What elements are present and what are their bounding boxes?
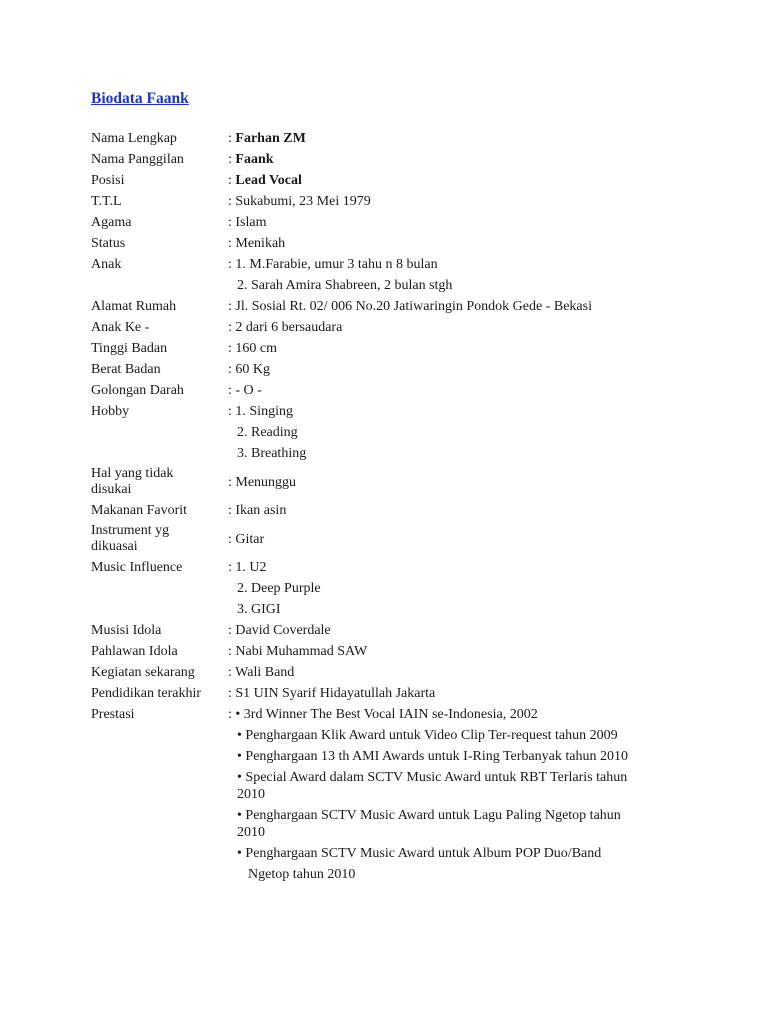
row-kegiatan: Kegiatan sekarang : Wali Band: [91, 665, 295, 680]
row-posisi: Posisi : Lead Vocal: [91, 173, 302, 188]
row-prestasi: Prestasi : • 3rd Winner The Best Vocal IAIN se-Indonesia, 2002 • Penghargaan Klik Award untuk Video Clip Ter-request tahun 2009 • Penghargaan 13 th AMI Awards untuk I-Ring Terbanyak tahun 2010 • Special Award dalam SCTV Music Award untuk RBT Terlaris tahun 2010 • Penghargaan SCTV Music Award untuk Lagu Paling Ngetop tahun 2010 • Penghargaan SCTV Music Award untuk Album POP Duo/Band Ngetop tahun 2010: [91, 706, 691, 883]
row-musisi-idola: Musisi Idola : David Coverdale: [91, 623, 331, 638]
label-tidak-disukai-line1: Hal yang tidak: [91, 466, 174, 481]
value-tidak-disukai: Menunggu: [235, 474, 297, 490]
label-prestasi: Prestasi: [91, 707, 135, 722]
label-makanan: Makanan Favorit: [91, 503, 188, 518]
row-ttl: T.T.L : Sukabumi, 23 Mei 1979: [91, 194, 371, 209]
label-posisi: Posisi: [91, 173, 125, 188]
value-prestasi-album-1: • Penghargaan SCTV Music Award untuk Album POP Duo/Band: [237, 846, 602, 861]
value-music-influence-2: 2. Deep Purple: [237, 581, 321, 596]
value-music-influence-1: 1. U2: [235, 560, 267, 575]
label-anak-ke: Anak Ke -: [91, 320, 150, 335]
value-hobby-1: 1. Singing: [235, 404, 293, 419]
value-pahlawan-idola: Nabi Muhammad SAW: [235, 644, 368, 659]
label-nama-lengkap: Nama Lengkap: [91, 131, 177, 146]
label-kegiatan: Kegiatan sekarang: [91, 665, 195, 680]
row-agama: Agama : Islam: [91, 215, 267, 230]
value-nama-lengkap: Farhan ZM: [235, 131, 306, 146]
row-status: Status : Menikah: [91, 236, 286, 251]
label-musisi-idola: Musisi Idola: [91, 623, 162, 638]
value-anak-ke: 2 dari 6 bersaudara: [235, 320, 343, 335]
value-musisi-idola: David Coverdale: [235, 623, 331, 638]
value-hobby-2: 2. Reading: [237, 425, 298, 440]
value-golongan-darah: - O -: [235, 383, 262, 398]
value-prestasi-2: • Penghargaan Klik Award untuk Video Clip Ter-request tahun 2009: [237, 728, 618, 743]
label-agama: Agama: [91, 215, 132, 230]
value-nama-panggilan: Faank: [235, 152, 274, 167]
value-instrument: Gitar: [235, 531, 265, 547]
value-anak-2: 2. Sarah Amira Shabreen, 2 bulan stgh: [237, 278, 453, 293]
value-posisi: Lead Vocal: [235, 173, 302, 188]
value-berat: 60 Kg: [235, 362, 271, 377]
label-tidak-disukai: [91, 466, 228, 498]
label-golongan-darah: Golongan Darah: [91, 383, 184, 398]
value-prestasi-3: • Penghargaan 13 th AMI Awards untuk I-Ring Terbanyak tahun 2010: [237, 749, 628, 764]
value-prestasi-special-1: • Special Award dalam SCTV Music Award untuk RBT Terlaris tahun: [237, 770, 628, 785]
value-anak-1: 1. M.Farabie, umur 3 tahu n 8 bulan: [235, 257, 438, 272]
value-tinggi: 160 cm: [235, 341, 277, 356]
row-nama-lengkap: Nama Lengkap : Farhan ZM: [91, 131, 306, 146]
value-prestasi-album-2: Ngetop tahun 2010: [248, 867, 356, 882]
value-music-influence-3: 3. GIGI: [237, 602, 281, 617]
row-hobby: Hobby : 1. Singing 2. Reading 3. Breathing: [91, 403, 691, 462]
row-instrument: Instrument yg dikuasai : Gitar: [91, 523, 265, 554]
label-pendidikan: Pendidikan terakhir: [91, 686, 202, 701]
value-status: Menikah: [235, 236, 286, 251]
row-pahlawan-idola: Pahlawan Idola : Nabi Muhammad SAW: [91, 644, 368, 659]
row-pendidikan: Pendidikan terakhir : S1 UIN Syarif Hidayatullah Jakarta: [91, 686, 436, 701]
label-ttl: T.T.L: [91, 194, 122, 209]
label-hobby: Hobby: [91, 404, 130, 419]
label-status: Status: [91, 236, 126, 251]
value-prestasi-1: • 3rd Winner The Best Vocal IAIN se-Indonesia, 2002: [235, 707, 538, 722]
value-prestasi-sctv-2: 2010: [237, 825, 265, 840]
row-nama-panggilan: Nama Panggilan : Faank: [91, 152, 274, 167]
value-agama: Islam: [235, 215, 267, 230]
value-pendidikan: S1 UIN Syarif Hidayatullah Jakarta: [235, 686, 436, 701]
biodata-table: [91, 130, 691, 887]
value-prestasi-sctv-1: • Penghargaan SCTV Music Award untuk Lagu Paling Ngetop tahun: [237, 808, 621, 823]
label-tidak-disukai-line2: disukai: [91, 482, 132, 497]
row-makanan: Makanan Favorit : Ikan asin: [91, 503, 287, 518]
row-berat: Berat Badan : 60 Kg: [91, 362, 271, 377]
label-nama-panggilan: Nama Panggilan: [91, 152, 184, 167]
label-berat: Berat Badan: [91, 362, 161, 377]
label-pahlawan-idola: Pahlawan Idola: [91, 644, 178, 659]
label-alamat: Alamat Rumah: [91, 299, 177, 314]
value-makanan: Ikan asin: [235, 503, 287, 518]
value-ttl: Sukabumi, 23 Mei 1979: [235, 194, 371, 209]
label-instrument-line2: dikuasai: [91, 539, 138, 554]
row-anak-ke: Anak Ke - : 2 dari 6 bersaudara: [91, 320, 343, 335]
value-prestasi-special-2: 2010: [237, 787, 265, 802]
row-tinggi: Tinggi Badan : 160 cm: [91, 341, 277, 356]
value-kegiatan: Wali Band: [235, 665, 295, 680]
label-music-influence: Music Influence: [91, 560, 183, 575]
value-hobby-3: 3. Breathing: [237, 446, 307, 461]
label-instrument: [91, 523, 228, 555]
page-title-link[interactable]: Biodata Faank: [91, 90, 189, 107]
row-music-influence: Music Influence : 1. U2 2. Deep Purple 3. GIGI: [91, 559, 691, 618]
row-alamat: Alamat Rumah : Jl. Sosial Rt. 02/ 006 No.20 Jatiwaringin Pondok Gede - Bekasi: [91, 299, 592, 314]
row-anak: Anak : 1. M.Farabie, umur 3 tahu n 8 bulan 2. Sarah Amira Shabreen, 2 bulan stgh: [91, 256, 691, 294]
value-alamat: Jl. Sosial Rt. 02/ 006 No.20 Jatiwaringin Pondok Gede - Bekasi: [235, 299, 592, 314]
label-anak: Anak: [91, 257, 122, 272]
label-tinggi: Tinggi Badan: [91, 341, 168, 356]
row-tidak-disukai: Hal yang tidak disukai : Menunggu: [91, 466, 297, 497]
label-instrument-line1: Instrument yg: [91, 523, 170, 538]
row-golongan-darah: Golongan Darah : - O -: [91, 383, 262, 398]
